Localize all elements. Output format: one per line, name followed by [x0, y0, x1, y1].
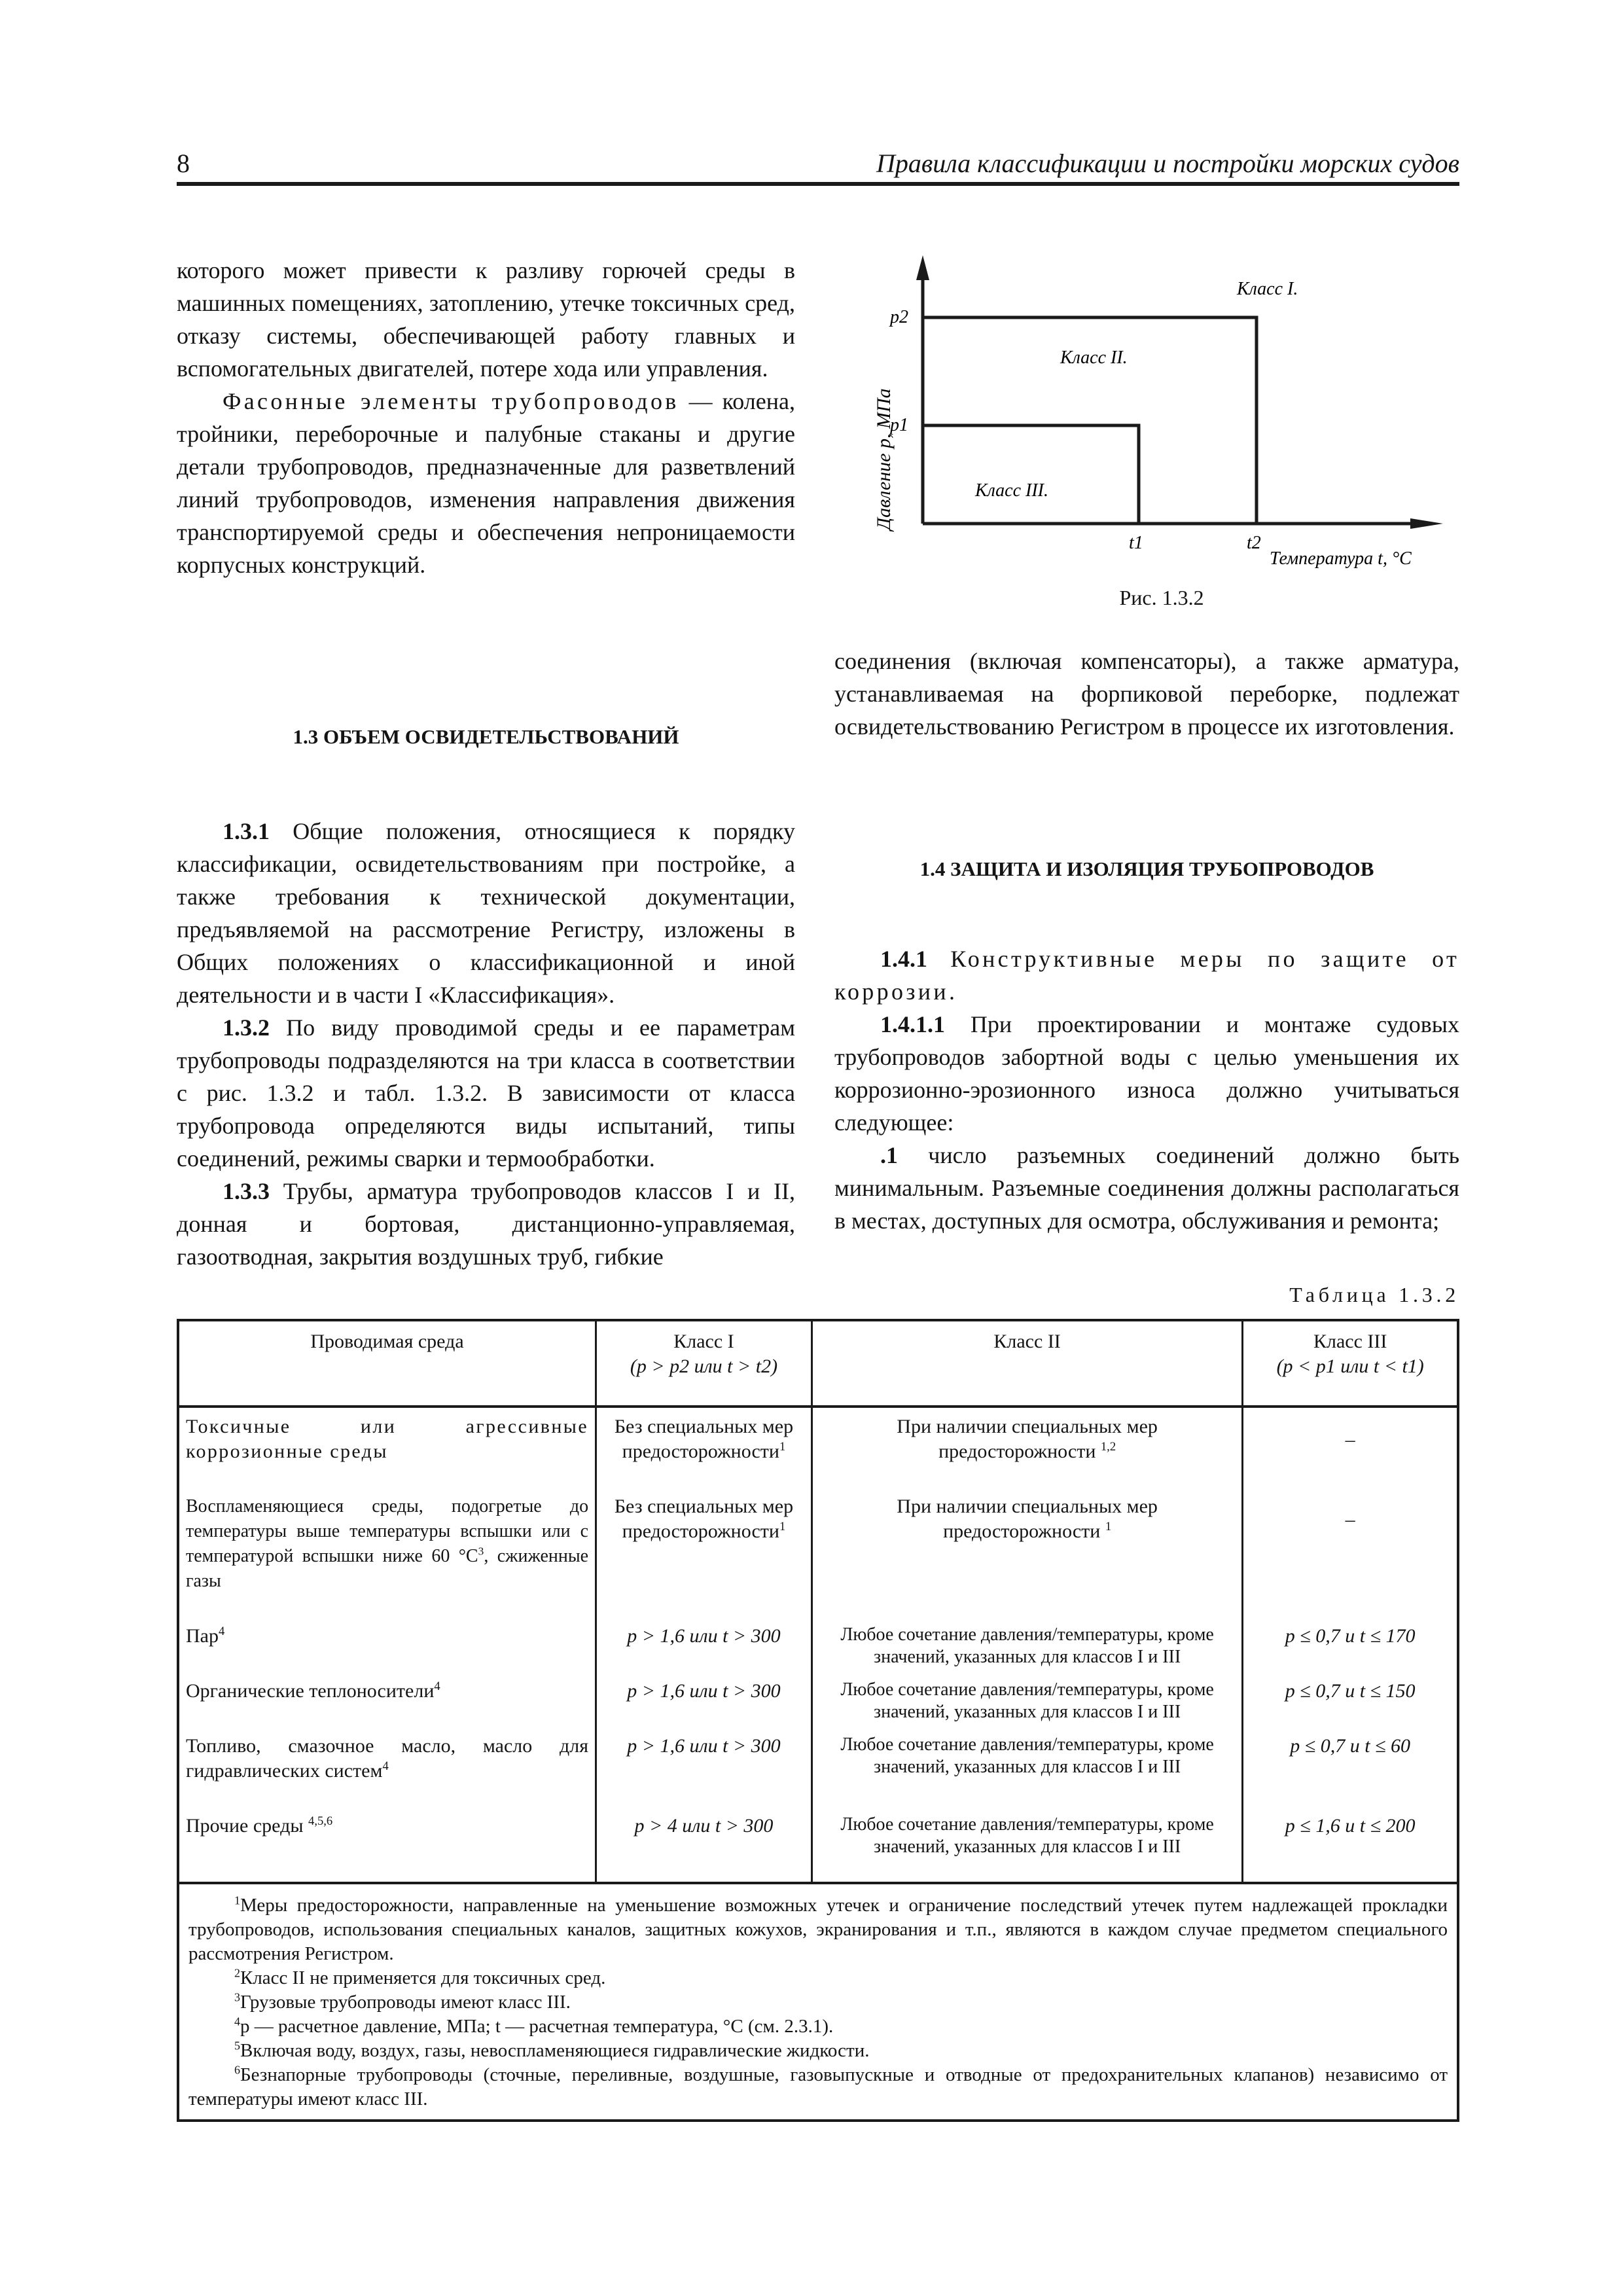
cell-class-2: Любое сочетание давления/температуры, кроме значений, указанных для классов I и III: [812, 1727, 1243, 1787]
footnote-text: Безнапорные трубопроводы (сточные, переливные, воздушные, газовыпускные и отводные от предохранительных клапанов) независимо от температуры имеют класс III.: [188, 2064, 1448, 2109]
running-title: Правила классификации и постройки морских судов: [876, 149, 1459, 178]
figure-caption: Рис. 1.3.2: [1119, 586, 1204, 609]
header-class-2: Класс II: [812, 1320, 1243, 1407]
footnote-ref: 1,2: [1100, 1440, 1116, 1454]
table-row: [178, 1488, 1458, 1598]
footnote-ref: 1: [779, 1440, 786, 1454]
paragraph-1-3-1: [177, 815, 795, 1011]
paragraph-continuation-right: соединения (включая компенсаторы), а также арматура, устанавливаемая на форпиковой переборке, подлежат освидетельствованию Регистром в процессе их изготовления.: [834, 648, 1459, 740]
paragraph-1-4-1: [834, 942, 1459, 1008]
right-column-top: [834, 645, 1459, 743]
footnote-text: Включая воду, воздух, газы, невоспламеняющиеся гидравлические жидкости.: [240, 2040, 870, 2061]
footnote-3: [188, 1990, 1448, 2015]
paragraph-item-1: [834, 1139, 1459, 1237]
footnote-ref: 4,5,6: [308, 1814, 333, 1828]
clause-text: Трубы, арматура трубопроводов классов I и II, донная и бортовая, дистанционно-управляемая, газоотводная, закрытия воздушных труб, гибкие: [177, 1178, 795, 1270]
header-class-1: [596, 1320, 812, 1407]
table-row: [178, 1407, 1458, 1468]
paragraph-continuation: которого может привести к разливу горючей среды в машинных помещениях, затоплению, утечке токсичных сред, отказу системы, обеспечивающей работу главных и вспомогательных двигателей, потере хода или управления.: [177, 257, 795, 382]
cell-class-2: [812, 1488, 1243, 1598]
cell-text: Пар: [186, 1625, 219, 1647]
footnote-text: Меры предосторожности, направленные на уменьшение возможных утечек и ограничение последствий утечек путем надлежащей прокладки трубопроводов, использования специальных каналов, защитных кожухов, экранирования и т.п., являются в каждом случае предметом специального рассмотрения Регистром.: [188, 1895, 1448, 1964]
header-class-3-condition: (p < p1 или t < t1): [1276, 1355, 1424, 1377]
footnote-ref: 3: [478, 1545, 484, 1558]
cell-class-3: p ≤ 0,7 и t ≤ 170: [1243, 1617, 1458, 1672]
pipeline-classes-table: [177, 1319, 1459, 2122]
y-axis-label: Давление p, МПа: [873, 388, 895, 530]
clause-text: По виду проводимой среды и ее параметрам трубопроводы подразделяются на три класса в соответствии с рис. 1.3.2 и табл. 1.3.2. В зависимости от класса трубопровода определяются виды испытаний, типы соединений, режимы сварки и термообработки.: [177, 1014, 795, 1172]
table-row: [178, 1807, 1458, 1862]
pipeline-class-diagram: [851, 249, 1472, 622]
clause-text: При проектировании и монтаже судовых трубопроводов забортной воды с целью уменьшения их коррозионно-эрозионного износа должно учитываться следующее:: [834, 1011, 1459, 1136]
cell-class-2: [812, 1407, 1243, 1468]
header-medium: Проводимая среда: [178, 1320, 596, 1407]
cell-class-1: p > 4 или t > 300: [596, 1807, 812, 1862]
table-spacer: [178, 1862, 1458, 1883]
footnote-ref: 4: [218, 1624, 225, 1638]
cell-class-1: p > 1,6 или t > 300: [596, 1727, 812, 1787]
term-fittings: Фасонные элементы трубопроводов: [223, 388, 679, 414]
footnote-ref: 1: [1105, 1520, 1112, 1534]
class-3-boundary: [923, 425, 1139, 524]
cell-text: Прочие среды: [186, 1815, 309, 1837]
clause-number: 1.4.1: [880, 946, 927, 972]
header-class-3-title: Класс III: [1313, 1331, 1387, 1352]
label-class-2: Класс II.: [1060, 348, 1128, 368]
clause-text: Конструктивные меры по защите от коррозии.: [834, 946, 1459, 1005]
page-number: 8: [177, 149, 190, 178]
table-row: [178, 1727, 1458, 1787]
cell-class-3: –: [1243, 1488, 1458, 1598]
diagram-svg: [851, 249, 1472, 589]
header-class-1-condition: (p > p2 или t > t2): [630, 1355, 778, 1377]
section-1-3-title: 1.3 ОБЪЕМ ОСВИДЕТЕЛЬСТВОВАНИЙ: [293, 725, 679, 748]
clause-number: 1.4.1.1: [880, 1011, 945, 1037]
paragraph-fittings: [177, 385, 795, 581]
footnote-2: [188, 1966, 1448, 1990]
footnote-5: [188, 2039, 1448, 2063]
page-header: [177, 145, 1459, 186]
cell-text: При наличии специальных мер предосторожности: [897, 1496, 1158, 1542]
table-title: Таблица 1.3.2: [1289, 1283, 1459, 1306]
footnote-number: 4: [234, 2015, 240, 2028]
clause-number: 1.3.1: [223, 818, 270, 844]
footnote-ref: 1: [779, 1520, 786, 1534]
item-number: .1: [880, 1142, 898, 1168]
cell-class-1: [596, 1407, 812, 1468]
footnote-text: Грузовые трубопроводы имеют класс III.: [240, 1992, 571, 2013]
footnote-1: [188, 1893, 1448, 1966]
y-axis-arrow: [916, 255, 929, 280]
footnote-number: 1: [234, 1893, 240, 1907]
cell-medium: [178, 1488, 596, 1598]
cell-class-3: p ≤ 0,7 и t ≤ 60: [1243, 1727, 1458, 1787]
clause-number: 1.3.3: [223, 1178, 270, 1204]
cell-text: При наличии специальных мер предосторожности: [897, 1416, 1158, 1462]
cell-text: Воспламеняющиеся среды, подогретые до температуры выше температуры вспышки или с температурой вспышки ниже 60 °C: [186, 1496, 589, 1566]
paragraph-1-3-3: [177, 1175, 795, 1273]
fittings-definition: — колена, тройники, переборочные и палубные стаканы и другие детали трубопроводов, предназначенные для разветвлений линий трубопроводов, изменения направления движения транспортируемой среды и обеспечения непроницаемости корпусных конструкций.: [177, 388, 795, 578]
left-column-bottom: [177, 815, 795, 1273]
table-header-row: [178, 1320, 1458, 1407]
cell-class-2: Любое сочетание давления/температуры, кроме значений, указанных для классов I и III: [812, 1617, 1243, 1672]
cell-text: Топливо, смазочное масло, масло для гидравлических систем: [186, 1735, 589, 1782]
footnote-number: 3: [234, 1990, 240, 2004]
header-class-1-title: Класс I: [673, 1331, 734, 1352]
footnote-ref: 4: [434, 1679, 440, 1693]
table-notes-row: [178, 1883, 1458, 2121]
footnote-number: 5: [234, 2039, 240, 2053]
cell-class-3: p ≤ 1,6 и t ≤ 200: [1243, 1807, 1458, 1862]
cell-text: Без специальных мер предосторожности: [614, 1416, 794, 1462]
header-class-3: [1243, 1320, 1458, 1407]
label-class-1: Класс I.: [1237, 279, 1298, 299]
tick-label-p2: p2: [890, 307, 908, 327]
footnote-6: [188, 2063, 1448, 2111]
right-column-bottom: [834, 942, 1459, 1237]
cell-medium: [178, 1727, 596, 1787]
cell-text: Органические теплоносители: [186, 1680, 435, 1702]
tick-label-t2: t2: [1247, 533, 1261, 553]
table-spacer: [178, 1598, 1458, 1617]
tick-label-p1: p1: [890, 415, 908, 435]
cell-text: Токсичные или агрессивные коррозионные среды: [186, 1416, 589, 1462]
cell-class-2: Любое сочетание давления/температуры, кроме значений, указанных для классов I и III: [812, 1672, 1243, 1727]
footnote-text: p — расчетное давление, МПа; t — расчетная температура, °C (см. 2.3.1).: [240, 2016, 834, 2037]
item-text: число разъемных соединений должно быть минимальным. Разъемные соединения должны располагаться в местах, доступных для осмотра, обслуживания и ремонта;: [834, 1142, 1459, 1234]
cell-medium: [178, 1807, 596, 1862]
table-row: [178, 1617, 1458, 1672]
table-row: [178, 1672, 1458, 1727]
paragraph-1-4-1-1: [834, 1008, 1459, 1139]
cell-text: Без специальных мер предосторожности: [614, 1496, 794, 1542]
cell-class-2: Любое сочетание давления/температуры, кроме значений, указанных для классов I и III: [812, 1807, 1243, 1862]
table-notes: [178, 1883, 1458, 2121]
paragraph-1-3-2: [177, 1011, 795, 1175]
cell-medium: [178, 1672, 596, 1727]
cell-text: , сжиженные газы: [186, 1546, 589, 1591]
tick-label-t1: t1: [1129, 533, 1143, 553]
clause-number: 1.3.2: [223, 1014, 270, 1041]
table-spacer: [178, 1468, 1458, 1488]
cell-class-1: p > 1,6 или t > 300: [596, 1617, 812, 1672]
cell-class-1: [596, 1488, 812, 1598]
cell-medium: [178, 1407, 596, 1468]
section-1-4-title: 1.4 ЗАЩИТА И ИЗОЛЯЦИЯ ТРУБОПРОВОДОВ: [919, 857, 1374, 880]
x-axis-label: Температура t, °C: [1270, 548, 1412, 569]
cell-class-1: p > 1,6 или t > 300: [596, 1672, 812, 1727]
label-class-3: Класс III.: [975, 480, 1048, 501]
footnote-text: Класс II не применяется для токсичных сред.: [240, 1967, 606, 1988]
footnote-ref: 4: [382, 1759, 389, 1773]
footnote-number: 6: [234, 2063, 240, 2077]
table-spacer: [178, 1787, 1458, 1807]
cell-class-3: –: [1243, 1407, 1458, 1468]
footnote-4: [188, 2015, 1448, 2039]
footnote-number: 2: [234, 1966, 240, 1980]
clause-text: Общие положения, относящиеся к порядку классификации, освидетельствованиям при постройке, а также требования к технической документации, предъявляемой на рассмотрение Регистру, изложены в Общих положениях о классификационной и иной деятельности и в части I «Классификация».: [177, 818, 795, 1008]
x-axis-arrow: [1410, 518, 1443, 529]
cell-class-3: p ≤ 0,7 и t ≤ 150: [1243, 1672, 1458, 1727]
left-column-top: [177, 254, 795, 581]
cell-medium: [178, 1617, 596, 1672]
